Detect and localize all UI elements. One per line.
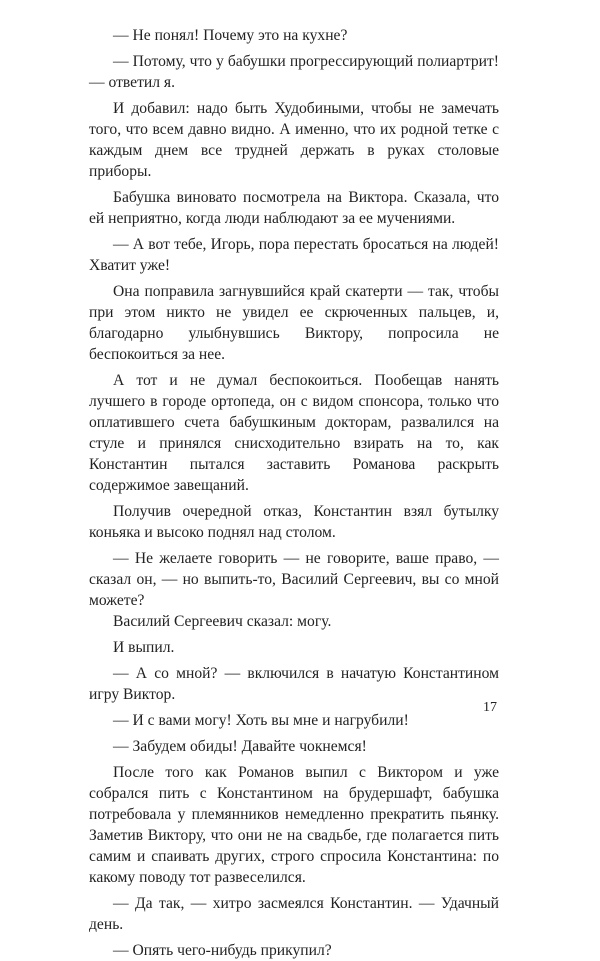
paragraph: Получив очередной отказ, Константин взял бутылку коньяка и высоко поднял над столом.: [89, 503, 499, 541]
paragraph: — Опять чего-нибудь прикупил?: [113, 942, 332, 959]
paragraph: А тот и не думал беспокоиться. Пообещав нанять лучшего в городе ортопеда, он с видом спонсора, только что оплатившего счета бабушкиным докторам, развалился на стуле и принялся снисходительно взирать на то, как Константин пытался заставить Романова раскрыть содержимое завещаний.: [89, 372, 499, 494]
paragraph: — А вот тебе, Игорь, пора перестать бросаться на людей! Хватит уже!: [89, 236, 499, 274]
paragraph: — Да так, — хитро засмеялся Константин. — Удачный день.: [89, 895, 499, 933]
paragraph: Бабушка виновато посмотрела на Виктора. Сказала, что ей неприятно, когда люди наблюдают за ее мучениями.: [89, 189, 499, 227]
page-text: [89, 20, 499, 961]
paragraph: Василий Сергеевич сказал: могу.: [113, 613, 332, 630]
paragraph: — И с вами могу! Хоть вы мне и нагрубили!: [113, 712, 409, 729]
paragraph: — Забудем обиды! Давайте чокнемся!: [113, 738, 367, 755]
page-number: 17: [483, 700, 497, 715]
paragraph: — Не понял! Почему это на кухне?: [113, 27, 348, 44]
paragraph: — А со мной? — включился в начатую Константином игру Виктор.: [89, 665, 499, 703]
paragraph: И выпил.: [113, 639, 175, 656]
paragraph: Она поправила загнувшийся край скатерти — так, чтобы при этом никто не увидел ее скрюченных пальцев, и, благодарно улыбнувшись Виктору, попросила не беспокоиться за нее.: [89, 283, 499, 363]
paragraph: И добавил: надо быть Худобиными, чтобы не замечать того, что всем давно видно. А именно, что их родной тетке с каждым днем все трудней держать в руках столовые приборы.: [89, 100, 499, 180]
paragraph: — Не желаете говорить — не говорите, ваше право, — сказал он, — но выпить-то, Василий Сергеевич, вы со мной можете?: [89, 550, 499, 609]
paragraph: После того как Романов выпил с Виктором и уже собрался пить с Константином на брудершафт, бабушка потребовала у племянников немедленно прекратить пьянку. Заметив Виктору, что они не на свадьбе, где полагается пить самим и спаивать других, строго спросила Константина: по какому поводу тот развеселился.: [89, 764, 499, 886]
paragraph: — Потому, что у бабушки прогрессирующий полиартрит! — ответил я.: [89, 53, 499, 91]
